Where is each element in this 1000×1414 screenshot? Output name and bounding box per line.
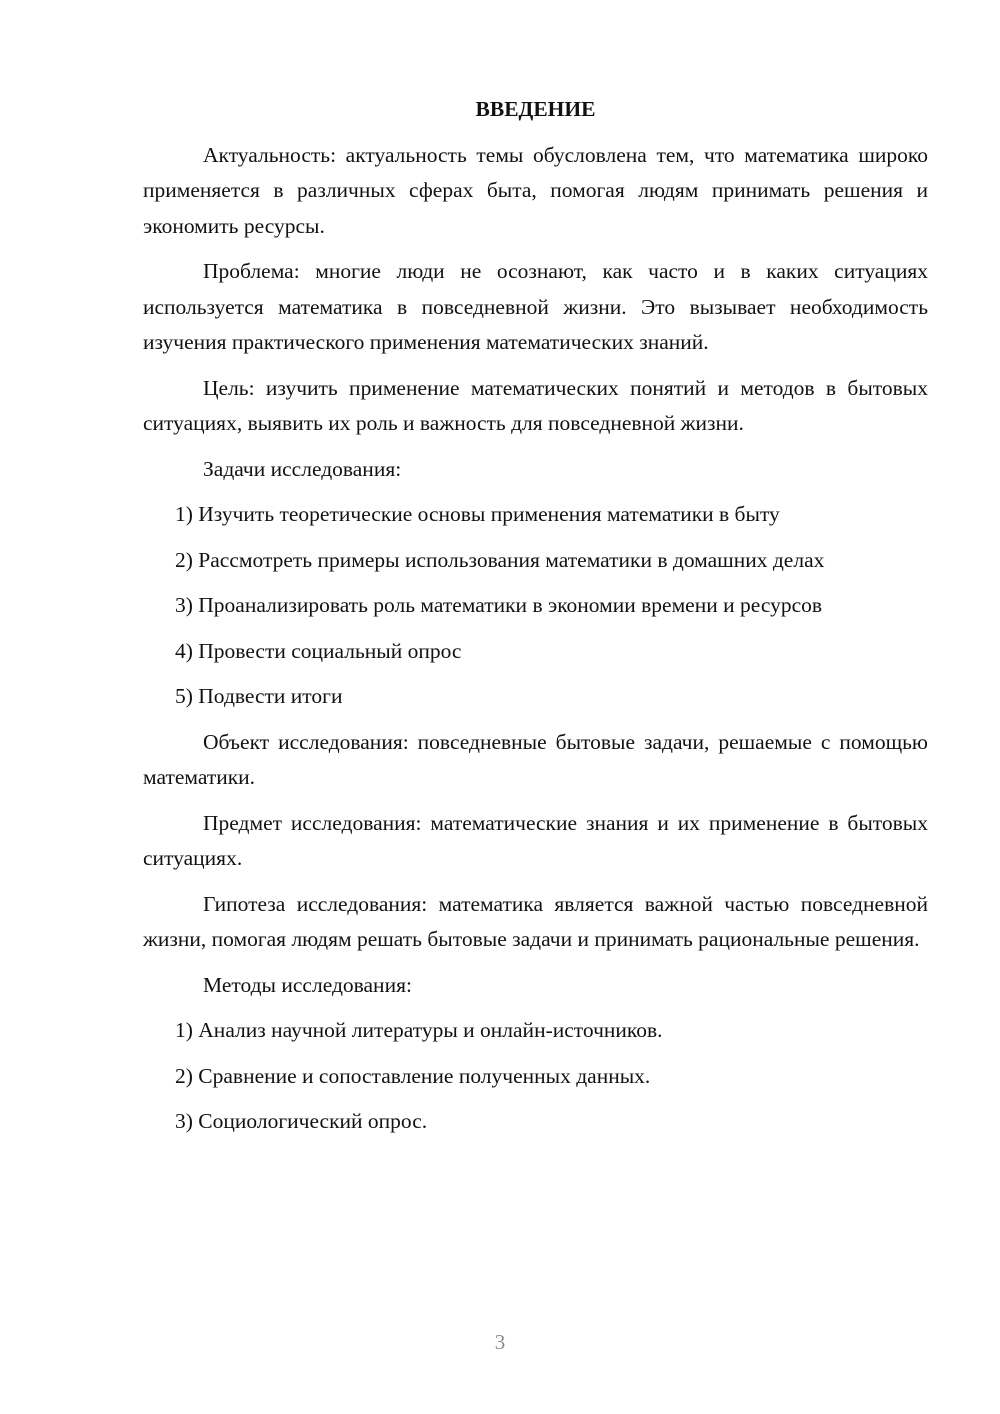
relevance-paragraph: Актуальность: актуальность темы обусловлена тем, что математика широко применяется в различных сферах быта, помогая людям принимать решения и экономить ресурсы.: [143, 142, 928, 238]
hypothesis-paragraph: Гипотеза исследования: математика является важной частью повседневной жизни, помогая людям решать бытовые задачи и принимать рациональные решения.: [143, 891, 928, 951]
task-item: 2) Рассмотреть примеры использования математики в домашних делах: [175, 547, 825, 572]
method-item: 3) Социологический опрос.: [175, 1109, 428, 1133]
task-item: 1) Изучить теоретические основы применения математики в быту: [175, 502, 780, 526]
section-title: ВВЕДЕНИЕ: [475, 97, 596, 121]
subject-paragraph: Предмет исследования: математические знания и их применение в бытовых ситуациях.: [143, 810, 928, 870]
task-item: 4) Провести социальный опрос: [175, 638, 462, 663]
task-item: 3) Проанализировать роль математики в экономии времени и ресурсов: [175, 593, 823, 617]
page-content: [143, 92, 928, 1150]
goal-paragraph: Цель: изучить применение математических понятий и методов в бытовых ситуациях, выявить их роль и важность для повседневной жизни.: [143, 375, 928, 435]
method-item: 1) Анализ научной литературы и онлайн-источников.: [175, 1018, 663, 1042]
page-number: 3: [494, 1330, 506, 1354]
object-paragraph: Объект исследования: повседневные бытовые задачи, решаемые с помощью математики.: [143, 729, 928, 789]
methods-heading: Методы исследования:: [203, 972, 412, 997]
task-item: 5) Подвести итоги: [175, 684, 343, 708]
tasks-heading: Задачи исследования:: [203, 456, 402, 481]
method-item: 2) Сравнение и сопоставление полученных данных.: [175, 1063, 651, 1088]
problem-paragraph: Проблема: многие люди не осознают, как часто и в каких ситуациях используется математика в повседневной жизни. Это вызывает необходимость изучения практического применения математических знаний.: [143, 259, 928, 354]
